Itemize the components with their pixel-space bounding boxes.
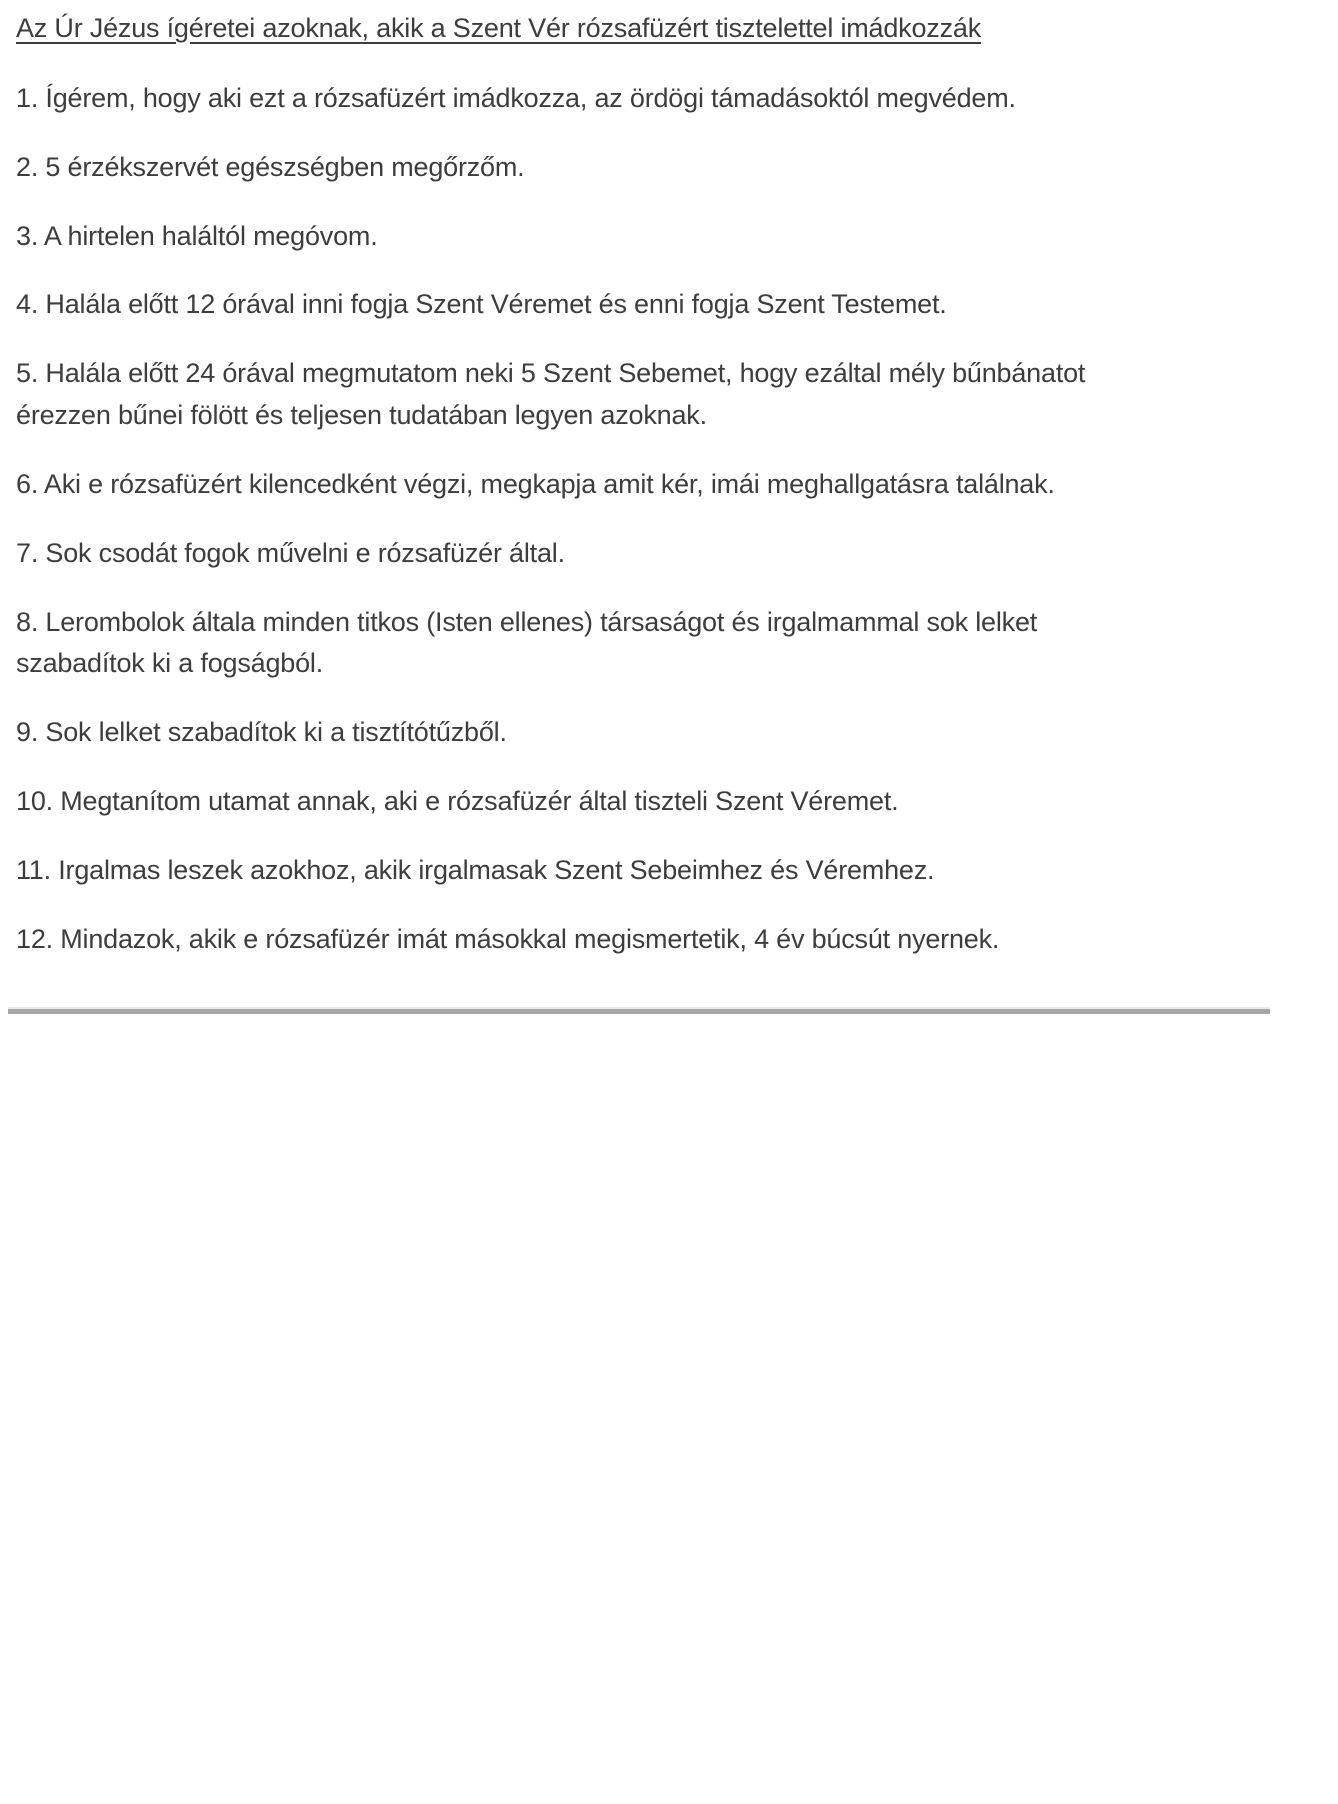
promise-item: 9. Sok lelket szabadítok ki a tisztítótűzből. bbox=[16, 717, 507, 748]
promise-item: 3. A hirtelen haláltól megóvom. bbox=[16, 220, 378, 251]
promise-item: 11. Irgalmas leszek azokhoz, akik irgalmasak Szent Sebeimhez és Véremhez. bbox=[16, 854, 935, 885]
horizontal-divider bbox=[8, 1007, 1270, 1014]
promise-item: 6. Aki e rózsafüzért kilencedként végzi, megkapja amit kér, imái meghallgatásra találnak. bbox=[16, 468, 1055, 499]
promise-item: 8. Lerombolok általa minden titkos (Isten ellenes) társaságot és irgalmammal sok lelket szabadítok ki a fogságból. bbox=[16, 606, 1038, 679]
page-title: Az Úr Jézus ígéretei azoknak, akik a Szent Vér rózsafüzért tisztelettel imádkozzák bbox=[16, 13, 982, 43]
promise-item: 4. Halála előtt 12 órával inni fogja Szent Véremet és enni fogja Szent Testemet. bbox=[16, 289, 947, 320]
promise-item: 5. Halála előtt 24 órával megmutatom neki 5 Szent Sebemet, hogy ezáltal mély bűnbánatot érezzen bűnei fölött és teljesen tudatában legyen azoknak. bbox=[16, 358, 1086, 431]
promise-item: 10. Megtanítom utamat annak, aki e rózsafüzér által tiszteli Szent Véremet. bbox=[16, 786, 899, 817]
promise-item: 12. Mindazok, akik e rózsafüzér imát másokkal megismertetik, 4 év búcsút nyernek. bbox=[16, 923, 1000, 954]
promise-list bbox=[16, 78, 1298, 961]
promise-item: 7. Sok csodát fogok művelni e rózsafüzér által. bbox=[16, 537, 565, 568]
promise-item: 2. 5 érzékszervét egészségben megőrzőm. bbox=[16, 151, 525, 182]
promise-item: 1. Ígérem, hogy aki ezt a rózsafüzért imádkozza, az ördögi támadásoktól megvédem. bbox=[16, 82, 1016, 113]
